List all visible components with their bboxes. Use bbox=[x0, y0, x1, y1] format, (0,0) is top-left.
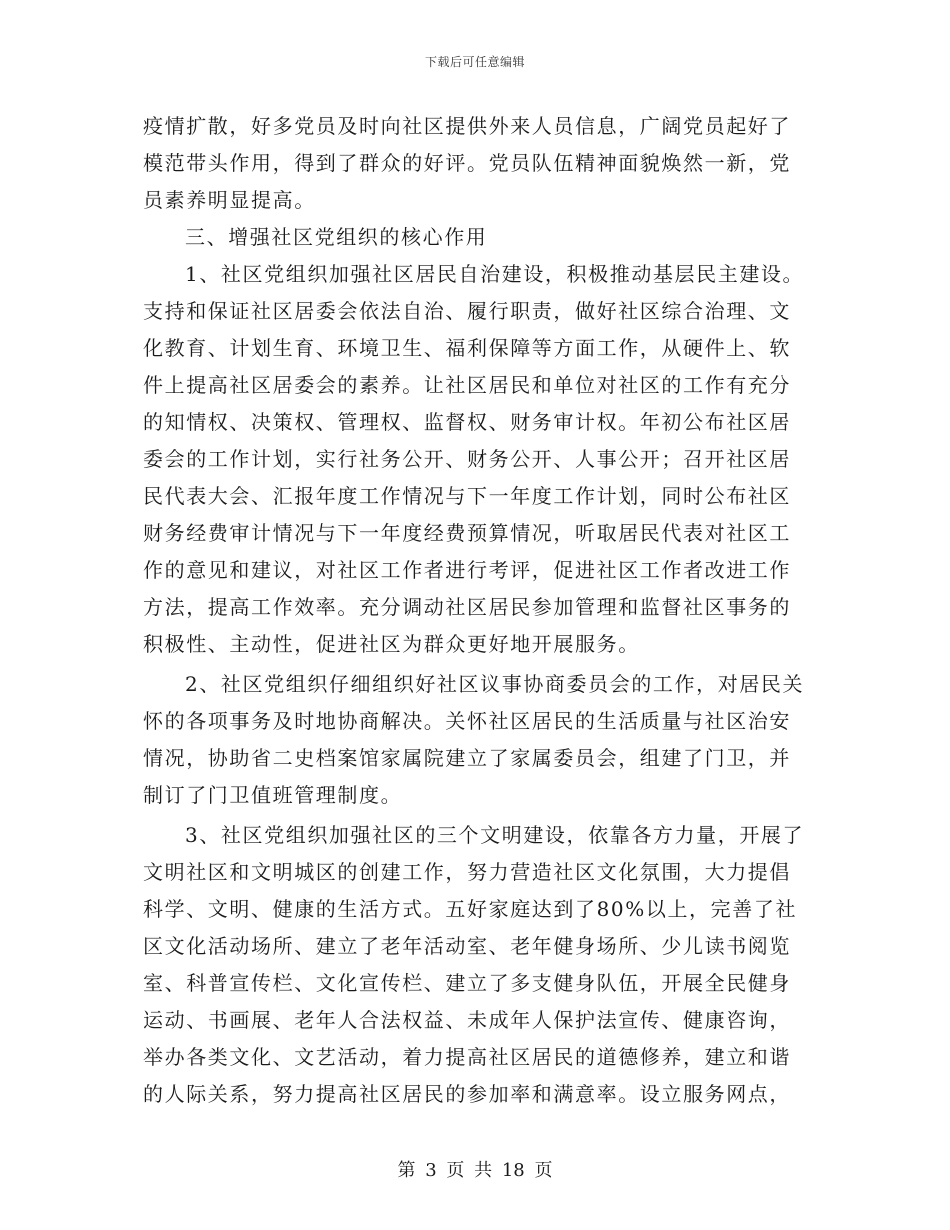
text-line: 情况，协助省二史档案馆家属院建立了家属委员会，组建了门卫，并 bbox=[143, 746, 791, 770]
text-line: 方法，提高工作效率。充分调动社区居民参加管理和监督社区事务的 bbox=[143, 595, 791, 619]
text-line: 举办各类文化、文艺活动，着力提高社区居民的道德修养，建立和谐 bbox=[143, 1045, 791, 1069]
section-heading: 三、增强社区党组织的核心作用 bbox=[185, 225, 488, 249]
document-body bbox=[143, 108, 803, 1113]
text-line: 财务经费审计情况与下一年度经费预算情况，听取居民代表对社区工 bbox=[143, 521, 791, 545]
text-line: 3、社区党组织加强社区的三个文明建设，依靠各方力量，开展了 bbox=[185, 823, 805, 847]
text-line: 员素养明显提高。 bbox=[143, 188, 316, 212]
text-line: 运动、书画展、老年人合法权益、未成年人保护法宣传、健康咨询， bbox=[143, 1008, 791, 1032]
page-number: 第 3 页 共 18 页 bbox=[397, 1160, 553, 1181]
text-line: 件上提高社区居委会的素养。让社区居民和单位对社区的工作有充分 bbox=[143, 373, 791, 397]
text-line: 支持和保证社区居委会依法自治、履行职责，做好社区综合治理、文 bbox=[143, 299, 791, 323]
text-line: 民代表大会、汇报年度工作情况与下一年度工作计划，同时公布社区 bbox=[143, 484, 791, 508]
text-line: 2、社区党组织仔细组织好社区议事协商委员会的工作，对居民关 bbox=[185, 672, 805, 696]
text-line: 科学、文明、健康的生活方式。五好家庭达到了80%以上，完善了社 bbox=[143, 897, 798, 921]
text-line: 区文化活动场所、建立了老年活动室、老年健身场所、少儿读书阅览 bbox=[143, 934, 791, 958]
text-line: 室、科普宣传栏、文化宣传栏、建立了多支健身队伍，开展全民健身 bbox=[143, 971, 791, 995]
text-line: 模范带头作用，得到了群众的好评。党员队伍精神面貌焕然一新，党 bbox=[143, 151, 791, 175]
text-line: 文明社区和文明城区的创建工作，努力营造社区文化氛围，大力提倡 bbox=[143, 860, 791, 884]
text-line: 制订了门卫值班管理制度。 bbox=[143, 783, 403, 807]
text-line: 怀的各项事务及时地协商解决。关怀社区居民的生活质量与社区治安 bbox=[143, 709, 791, 733]
text-line: 委会的工作计划，实行社务公开、财务公开、人事公开；召开社区居 bbox=[143, 447, 791, 471]
text-line: 作的意见和建议，对社区工作者进行考评，促进社区工作者改进工作 bbox=[143, 558, 791, 582]
text-line: 的人际关系，努力提高社区居民的参加率和满意率。设立服务网点， bbox=[143, 1082, 791, 1106]
text-line: 积极性、主动性，促进社区为群众更好地开展服务。 bbox=[143, 632, 640, 656]
text-line: 化教育、计划生育、环境卫生、福利保障等方面工作，从硬件上、软 bbox=[143, 336, 791, 360]
text-line: 1、社区党组织加强社区居民自治建设，积极推动基层民主建设。 bbox=[185, 262, 805, 286]
page-header-note: 下载后可任意编辑 bbox=[424, 55, 525, 69]
text-line: 的知情权、决策权、管理权、监督权、财务审计权。年初公布社区居 bbox=[143, 410, 791, 434]
text-line: 疫情扩散，好多党员及时向社区提供外来人员信息，广阔党员起好了 bbox=[143, 114, 791, 138]
